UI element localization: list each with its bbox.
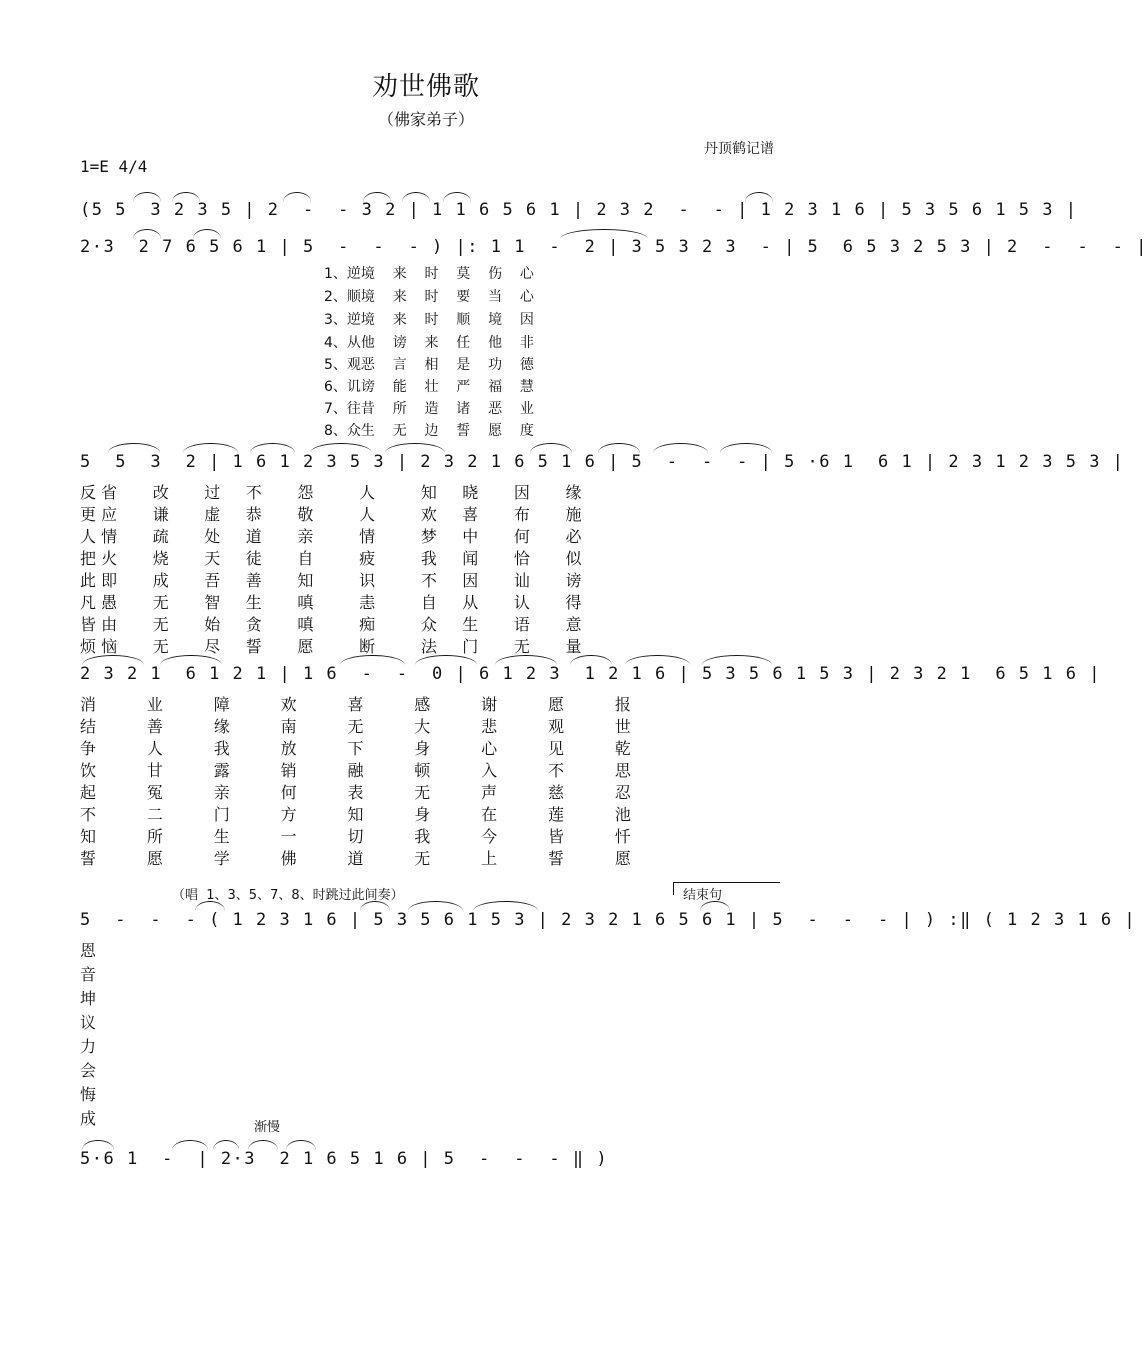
lyric-char: 成 (80, 1109, 97, 1128)
slur-mark (283, 192, 311, 202)
lyric-char: 音 (80, 965, 97, 984)
slur-mark (745, 192, 773, 202)
slur-mark (183, 443, 238, 453)
lyric-line: 把 火 烧 天 徒 自 疲 我 闻 恰 似 (80, 549, 582, 568)
slur-mark (700, 901, 730, 911)
lyric-line: 饮 甘 露 销 融 顿 入 不 思 (80, 761, 631, 780)
lyric-char: 坤 (80, 989, 97, 1008)
lyric-char: 恩 (80, 941, 97, 960)
slur-mark (598, 443, 640, 453)
slur-mark (443, 192, 471, 202)
lyric-line: 争 人 我 放 下 身 心 见 乾 (80, 739, 631, 758)
slur-mark (310, 443, 372, 453)
lyric-line: 皆 由 无 始 贪 嗔 痴 众 生 语 意 (80, 615, 582, 634)
notation-line-1: (5 5 3 2 3 5 | 2 - - 3 2 | 1 1 6 5 6 1 | 2 3 2 - - | 1 2 3 1 6 | 5 3 5 6 1 5 3 | (80, 200, 1078, 220)
notation-line-4: 2 3 2 1 6 1 2 1 | 1 6 - - 0 | 6 1 2 3 1 2 1 6 | 5 3 5 6 1 5 3 | 2 3 2 1 6 5 1 6 | (80, 664, 1101, 684)
slur-mark (193, 229, 221, 239)
slur-mark (408, 901, 463, 911)
lyric-line: 6、讥谤 能 壮 严 福 慧 (324, 379, 534, 395)
slur-mark (720, 443, 772, 453)
lyric-line: 3、逆境 来 时 顺 境 因 (324, 312, 534, 328)
lyric-line: 8、众生 无 边 誓 愿 度 (324, 423, 534, 439)
slur-mark (248, 1140, 278, 1150)
repeat-instruction: （唱 1、3、5、7、8、时跳过此间奏） (172, 888, 404, 903)
lyric-line: 此 即 成 吾 善 知 识 不 因 讪 谤 (80, 571, 582, 590)
slur-mark (172, 1140, 208, 1150)
lyric-line: 凡 愚 无 智 生 嗔 恚 自 从 认 得 (80, 593, 582, 612)
notation-line-3: 5 5 3 2 | 1 6 1 2 3 5 3 | 2 3 2 1 6 5 1 6 | 5 - - - | 5 ·6 1 6 1 | 2 3 1 2 3 5 3 | (80, 452, 1125, 472)
slur-mark (133, 192, 161, 202)
lyric-line: 4、从他 谤 来 任 他 非 (324, 335, 534, 351)
notation-line-5: 5 - - - ( 1 2 3 1 6 | 5 3 5 6 1 5 3 | 2 3 2 1 6 5 6 1 | 5 - - - | ) :‖ ( 1 2 3 1 6 | (80, 910, 1137, 930)
lyric-line: 消 业 障 欢 喜 感 谢 愿 报 (80, 695, 631, 714)
lyric-line: 5、观恶 言 相 是 功 德 (324, 357, 534, 373)
slur-mark (530, 443, 572, 453)
slur-mark (560, 229, 648, 239)
slur-mark (402, 192, 430, 202)
lyric-char: 会 (80, 1061, 97, 1080)
lyric-line: 2、顺境 来 时 要 当 心 (324, 289, 534, 305)
slur-mark (570, 655, 612, 665)
lyric-char: 议 (80, 1013, 97, 1032)
tempo-marking: 渐慢 (254, 1120, 281, 1135)
slur-mark (625, 655, 690, 665)
slur-mark (363, 192, 391, 202)
lyric-line: 人 情 疏 处 道 亲 情 梦 中 何 必 (80, 527, 582, 546)
slur-mark (172, 192, 200, 202)
lyric-char: 悔 (80, 1085, 97, 1104)
slur-mark (286, 1140, 316, 1150)
slur-mark (702, 655, 772, 665)
lyric-line: 7、往昔 所 造 诸 恶 业 (324, 401, 534, 417)
transcriber-credit: 丹顶鹤记谱 (704, 141, 774, 157)
song-title: 劝世佛歌 (371, 72, 480, 102)
lyric-line: 结 善 缘 南 无 大 悲 观 世 (80, 717, 631, 736)
song-subtitle: （佛家弟子） (377, 110, 474, 129)
slur-mark (133, 229, 161, 239)
lyric-char: 力 (80, 1037, 97, 1056)
lyric-line: 不 二 门 方 知 身 在 莲 池 (80, 805, 631, 824)
slur-mark (473, 901, 538, 911)
lyric-line: 更 应 谦 虚 恭 敬 人 欢 喜 布 施 (80, 505, 582, 524)
lyric-line: 起 冤 亲 何 表 无 声 慈 忍 (80, 783, 631, 802)
lyric-line: 誓 愿 学 佛 道 无 上 誓 愿 (80, 849, 631, 868)
lyric-line: 反 省 改 过 不 怨 人 知 晓 因 缘 (80, 483, 582, 502)
slur-mark (108, 443, 160, 453)
lyric-line: 烦 恼 无 尽 誓 愿 断 法 门 无 量 (80, 637, 582, 656)
slur-mark (82, 1140, 114, 1150)
slur-mark (213, 1140, 239, 1150)
key-time-signature: 1=E 4/4 (80, 157, 148, 176)
ending-label: 结束句 (683, 888, 723, 903)
lyric-line: 1、逆境 来 时 莫 伤 心 (324, 266, 534, 282)
slur-mark (250, 443, 295, 453)
notation-line-2: 2·3 2 7 6 5 6 1 | 5 - - - ) |: 1 1 - 2 | 3 5 3 2 3 - | 5 6 5 3 2 5 3 | 2 - - - | (80, 237, 1148, 257)
notation-line-6: 5·6 1 - | 2·3 2 1 6 5 1 6 | 5 - - - ‖ ) (80, 1149, 609, 1169)
lyric-line: 知 所 生 一 切 我 今 皆 忏 (80, 827, 631, 846)
slur-mark (653, 443, 708, 453)
slur-mark (385, 443, 445, 453)
